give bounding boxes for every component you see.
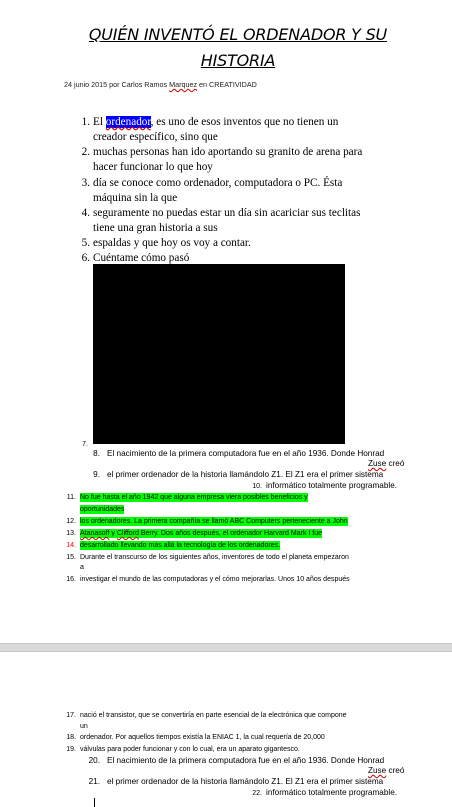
- text-run: creó: [386, 459, 405, 468]
- list-item-2[interactable]: muchas personas han ido aportando su granito de arena para: [93, 146, 363, 158]
- list-item-15[interactable]: Durante el transcurso de los siguientes años, inventores de todo el planeta empezaron: [80, 554, 349, 561]
- list-number: 2.: [81, 146, 90, 158]
- list-number: 1.: [81, 116, 90, 128]
- page-break: [0, 643, 452, 652]
- list-item-11[interactable]: No fue hasta el año 1942 que alguna empresa viera posibles beneficios y: [80, 494, 308, 501]
- list-number: 20.: [88, 756, 100, 765]
- list-number: 15.: [66, 554, 76, 561]
- list-number: 18.: [66, 734, 76, 741]
- list-item-5[interactable]: espaldas y que hoy os voy a contar.: [93, 237, 251, 249]
- list-number: 11.: [66, 494, 76, 501]
- list-item-2-cont[interactable]: hacer funcionar lo que hoy: [93, 161, 213, 173]
- byline-prefix: 24 junio 2015 por Carlos Ramos: [64, 80, 170, 89]
- embedded-image[interactable]: [93, 264, 345, 444]
- list-item-22[interactable]: informático totalmente programable.: [266, 788, 398, 797]
- list-number: 8.: [93, 449, 100, 458]
- list-item-19[interactable]: válvulas para poder funcionar y con lo cual, era un aparato gigantesco.: [80, 746, 300, 753]
- text-cursor: [94, 798, 95, 807]
- list-item-11-cont[interactable]: oportunidades: [80, 506, 125, 513]
- title-line-1: QUIÉN INVENTÓ EL ORDENADOR Y SU: [88, 25, 388, 44]
- list-number: 19.: [66, 746, 76, 753]
- text-run: El: [93, 116, 106, 128]
- list-number: 5.: [81, 237, 90, 249]
- text-run: , es uno de esos inventos que no tienen un: [150, 116, 339, 128]
- list-item-4-cont[interactable]: tiene una gran historia a sus: [93, 222, 218, 234]
- list-item-8-tail[interactable]: [368, 459, 404, 469]
- list-item-21[interactable]: el primer ordenador de la historia llamándolo Z1. El Z1 era el primer sistema: [107, 777, 384, 786]
- list-item-16[interactable]: investigar el mundo de las computadoras y el cómo mejorarlas. Unos 10 años después: [80, 576, 350, 583]
- document-page-2: [0, 652, 452, 807]
- document-title[interactable]: [60, 22, 416, 74]
- list-item-3-cont[interactable]: máquina sin la que: [93, 192, 178, 204]
- list-number: 17.: [66, 712, 76, 719]
- list-item-8[interactable]: El nacimiento de la primera computadora fue en el año 1936. Donde Honrad: [107, 449, 385, 458]
- list-item-6[interactable]: Cuéntame cómo pasó: [93, 252, 190, 264]
- list-number: 7.: [82, 441, 88, 448]
- list-item-14[interactable]: desarrollado llevando más allá la tecnología de los ordenadores.: [80, 542, 281, 549]
- list-item-18[interactable]: ordenador. Por aquellos tiempos existía la ENIAC 1, la cual requería de 20,000: [80, 734, 325, 741]
- selected-word[interactable]: ordenador: [105, 116, 151, 128]
- text-run: Zuse: [368, 766, 387, 775]
- list-number: 4.: [81, 207, 90, 219]
- list-number: 22.: [252, 790, 262, 797]
- text-run: creó: [386, 766, 405, 775]
- list-item-9[interactable]: el primer ordenador de la historia llamándolo Z1. El Z1 era el primer sistema: [107, 470, 384, 479]
- list-number: 16.: [66, 576, 76, 583]
- list-number: 21.: [88, 777, 100, 786]
- text-run: Berry. Dos años después, el ordenador Harvard Mark I fue: [138, 530, 323, 537]
- text-run: Atanasoff: [80, 530, 110, 537]
- list-number: 13.: [66, 530, 76, 537]
- list-number: 6.: [81, 252, 90, 264]
- list-item-1-cont[interactable]: creador específico, sino que: [93, 131, 218, 143]
- list-number: 3.: [81, 177, 90, 189]
- list-item-1[interactable]: [93, 115, 338, 131]
- list-item-3[interactable]: día se conoce como ordenador, computadora o PC. Ésta: [93, 177, 343, 189]
- text-run: Clifford: [116, 530, 139, 537]
- byline-suffix: en CREATIVIDAD: [197, 80, 257, 89]
- list-item-20-tail[interactable]: [368, 766, 404, 776]
- list-item-17[interactable]: nació el transistor, que se convertiría en parte esencial de la electrónica que compone: [80, 712, 347, 719]
- list-number: 14.: [66, 542, 76, 549]
- list-number: 10.: [252, 483, 262, 490]
- text-run: y: [109, 530, 117, 537]
- list-item-20[interactable]: El nacimiento de la primera computadora fue en el año 1936. Donde Honrad: [107, 756, 385, 765]
- byline-surname: Marquez: [169, 80, 198, 89]
- list-item-4[interactable]: seguramente no puedas estar un día sin acariciar sus teclitas: [93, 207, 361, 219]
- list-item-10[interactable]: informático totalmente programable.: [266, 481, 398, 490]
- list-item-13[interactable]: [80, 529, 322, 538]
- list-item-15-cont[interactable]: a: [80, 564, 84, 571]
- list-item-12[interactable]: los ordenadores. La primera compañía se llamó ABC Computers perteneciente a John: [80, 518, 348, 525]
- title-line-2: HISTORIA: [200, 51, 276, 70]
- text-run: Zuse: [368, 459, 387, 468]
- list-number: 12.: [66, 518, 76, 525]
- list-item-17-cont[interactable]: un: [80, 723, 88, 730]
- list-number: 9.: [93, 470, 100, 479]
- byline[interactable]: [64, 80, 257, 89]
